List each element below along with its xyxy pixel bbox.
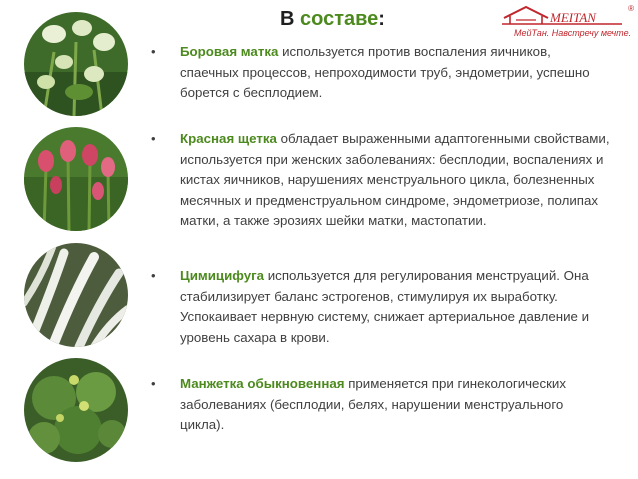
item-text <box>180 266 611 348</box>
item-description: используется для регулирования менструаций. Она стабилизирует баланс эстрогенов, стимулируя их выработку. Успокаивает нервную систему, снижает артериальное давление и уровень сахара в крови. <box>180 268 590 345</box>
bullet: • <box>151 44 156 59</box>
bullet: • <box>151 131 156 146</box>
item-description: используется против воспаления яичников, спаечных процессов, непроходимости труб, эндометрии, успешно борется с бесплодием. <box>180 44 590 100</box>
item-text <box>180 42 611 104</box>
bullet: • <box>151 268 156 283</box>
registered-mark: ® <box>628 4 634 13</box>
item-text <box>180 374 611 436</box>
title-colon: : <box>378 8 385 30</box>
item-term: Красная щетка <box>180 131 277 146</box>
list-item-tsimitsifuga <box>151 266 611 348</box>
item-description: применяется при гинекологических заболеваниях (бесплодии, белях, нарушении менструального цикла). <box>180 376 566 432</box>
white-flower-plant-photo <box>24 12 128 116</box>
logo-slogan: МейТан. Навстречу мечте. <box>514 28 632 38</box>
red-flower-plant-photo <box>24 127 128 231</box>
list-item-borovaya-matka <box>151 42 611 104</box>
green-leaf-plant-photo <box>24 358 128 462</box>
item-description: обладает выраженными адаптогенными свойствами, используется при женских заболеваниях: бесплодии, воспалениях и кистах яичников, нарушениях менструального цикла, болезненных месячных и предменструальном синдроме, эндометриозе, полипах матки, а также эрозиях шейки матки, мастопатии. <box>180 131 610 228</box>
item-term: Боровая матка <box>180 44 279 59</box>
bullet: • <box>151 376 156 391</box>
list-item-manzhetka <box>151 374 611 436</box>
white-fluffy-plant-photo <box>24 243 128 347</box>
logo-brand-text: MEITAN <box>550 10 596 25</box>
slide-title <box>280 4 480 34</box>
item-text <box>180 129 611 232</box>
list-item-krasnaya-shchetka <box>151 129 611 232</box>
item-term: Цимицифуга <box>180 268 265 283</box>
title-word-1: В <box>280 8 295 30</box>
title-word-2: составе <box>300 8 379 30</box>
logo-mark-icon <box>500 4 634 30</box>
brand-logo <box>500 4 634 44</box>
item-term: Манжетка обыкновенная <box>180 376 345 391</box>
